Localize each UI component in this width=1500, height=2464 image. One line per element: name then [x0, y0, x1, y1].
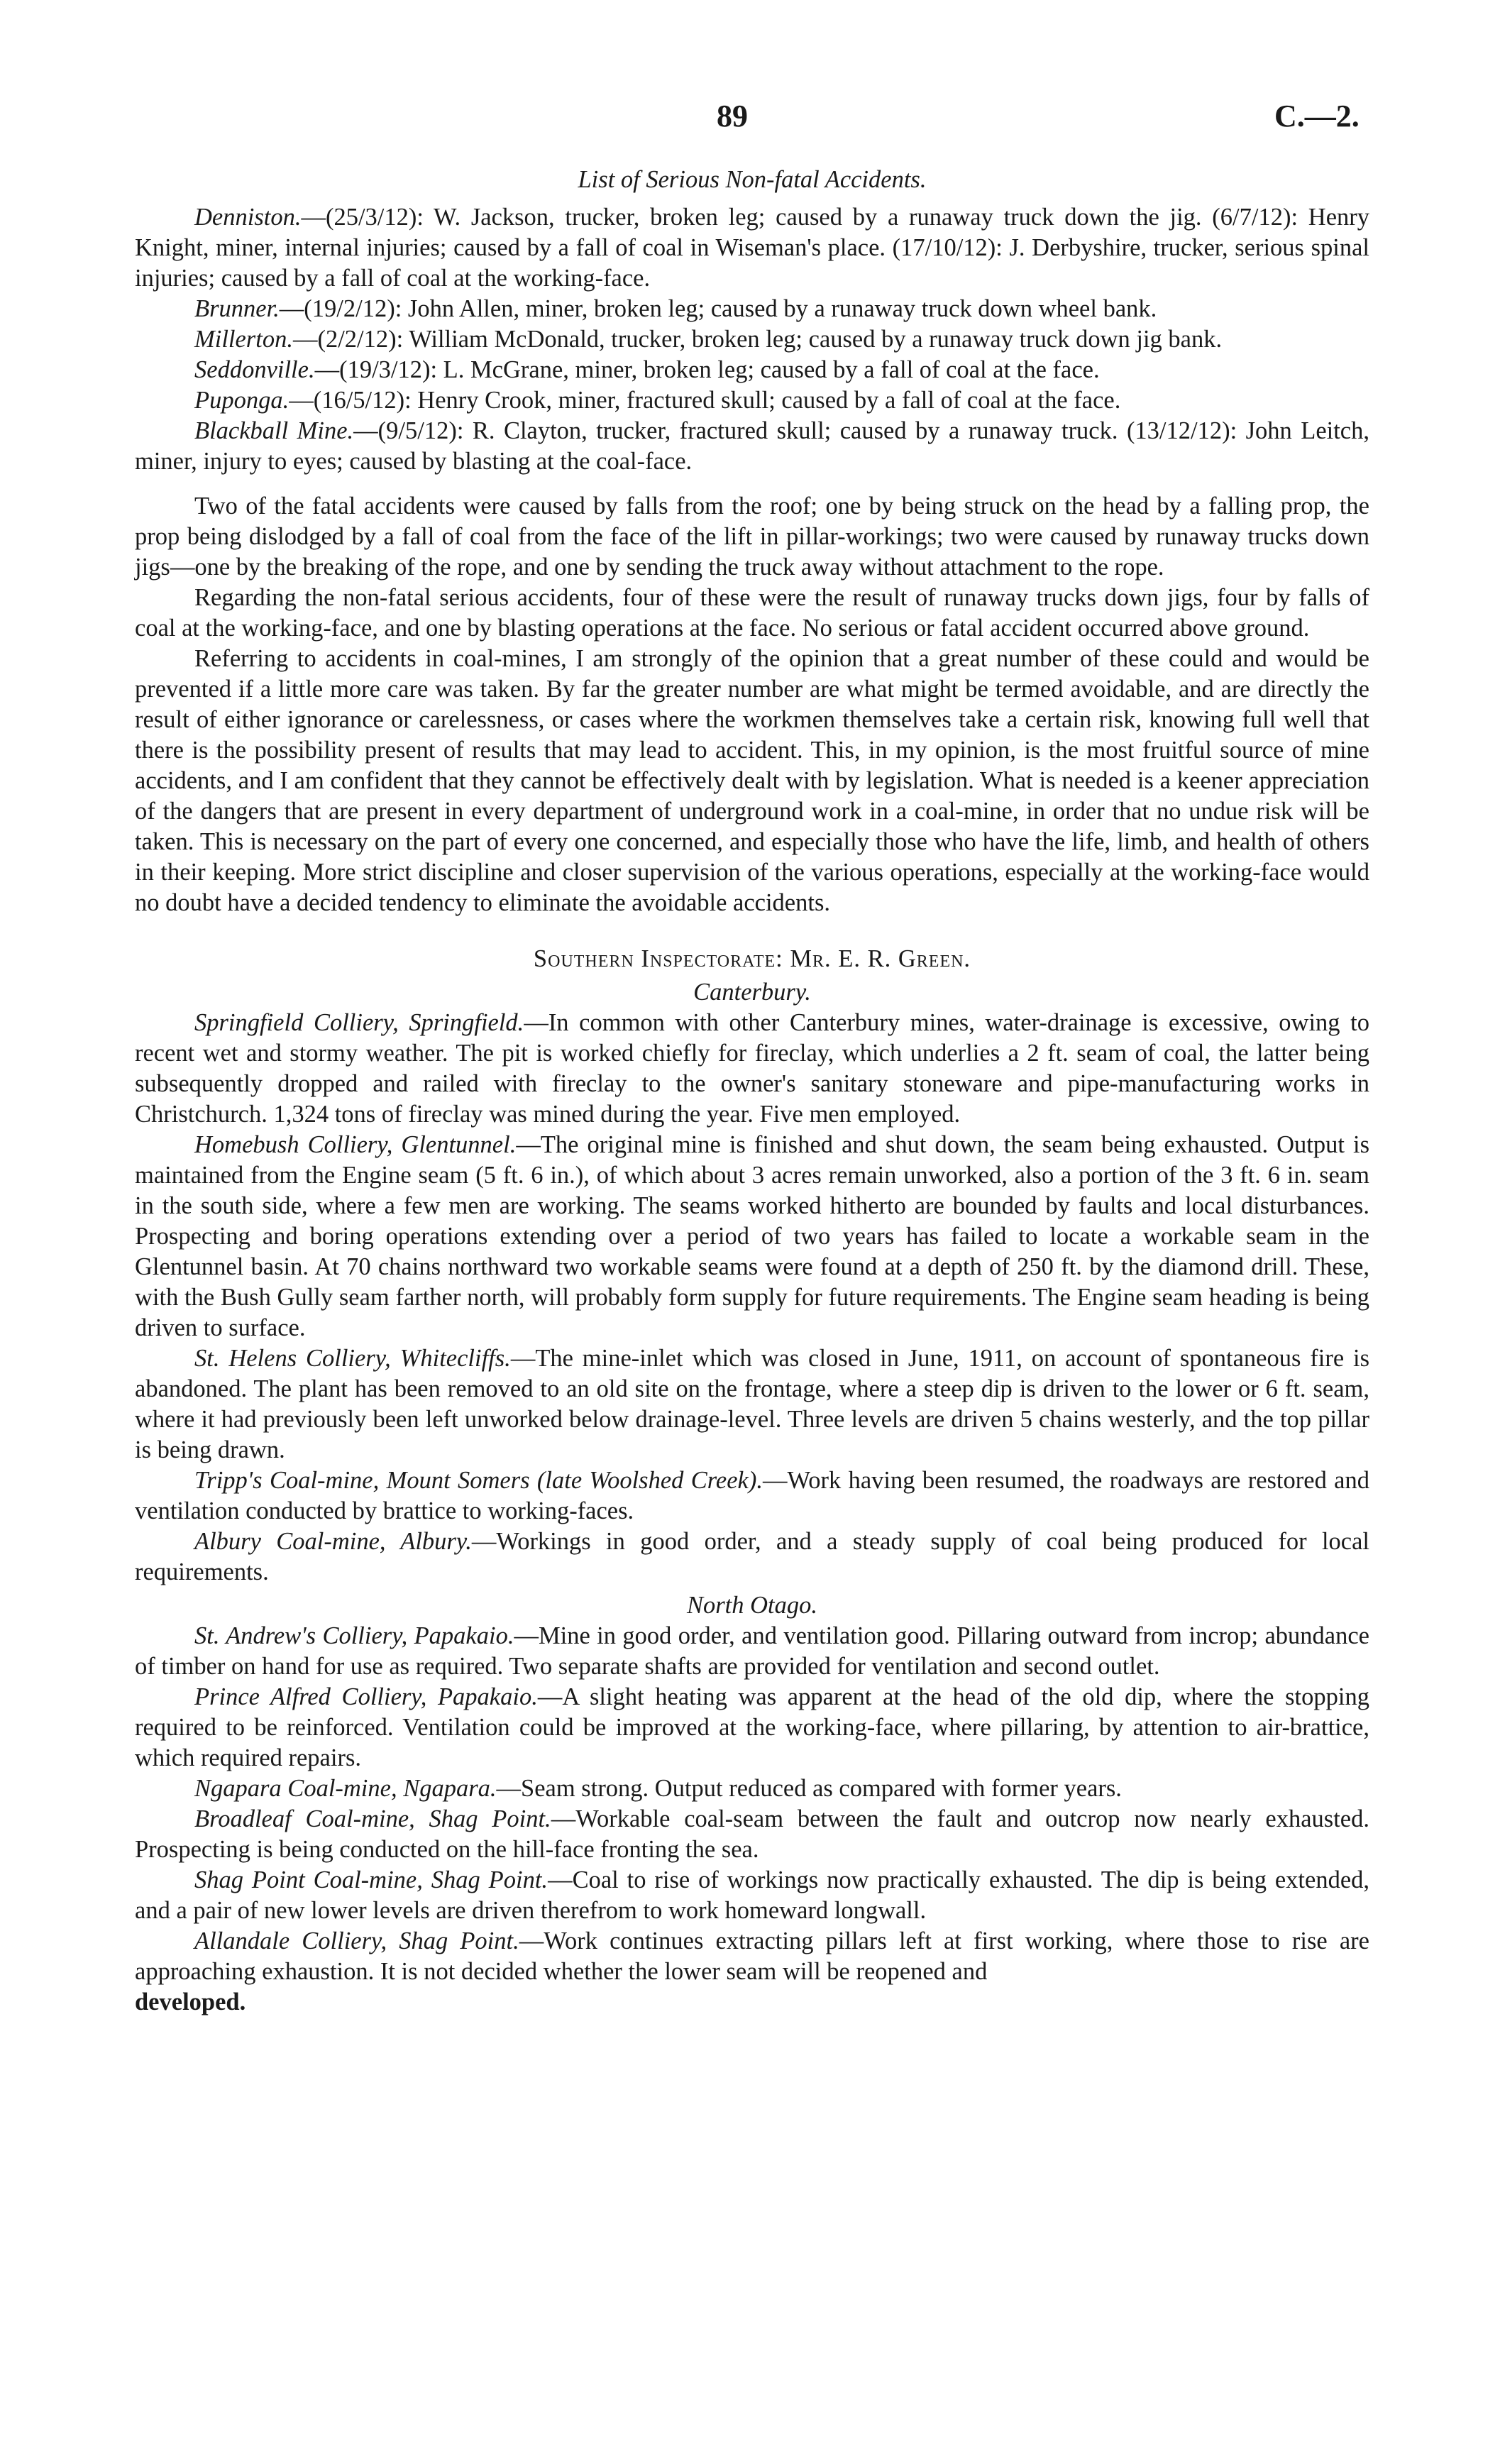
mine-name: Millerton.: [194, 326, 293, 353]
list-item: [135, 1926, 1369, 1987]
list-item: [135, 1865, 1369, 1926]
document-reference: C.—2.: [1274, 99, 1360, 133]
list-item: [135, 324, 1369, 355]
list-item: [135, 1621, 1369, 1682]
entry-text: —Work continues extracting pillars left at first working, where those to rise are approaching exhaustion. It is not decided whether the lower seam will be reopened and: [135, 1927, 1369, 1985]
entry-text: —(19/3/12): L. McGrane, miner, broken leg; caused by a fall of coal at the face.: [314, 356, 1100, 383]
mine-name: Puponga.: [194, 387, 289, 414]
entry-text: —Workings in good order, and a steady supply of coal being produced for local requirements.: [135, 1528, 1369, 1585]
list-item: [135, 416, 1369, 477]
list-item: [135, 1008, 1369, 1130]
mine-name: Homebush Colliery, Glentunnel.: [194, 1131, 517, 1158]
entry-text: —Coal to rise of workings now practically exhausted. The dip is being extended, and a pair of new lower levels are driven therefrom to work homeward longwall.: [135, 1866, 1370, 1924]
north-otago-mines: [135, 1621, 1369, 2018]
page-content: [135, 165, 1369, 2018]
paragraph: Two of the fatal accidents were caused by falls from the roof; one by being struck on the head by a falling prop, the prop being dislodged by a fall of coal from the face of the lift in pillar-workings; two were caused by runaway trucks down jigs—one by the breaking of the rope, and one by sending the truck away without attachment to the rope.: [135, 493, 1369, 581]
entry-text: —(25/3/12): W. Jackson, trucker, broken leg; caused by a runaway truck down the jig. (6/7/12): Henry Knight, miner, internal injuries; caused by a fall of coal in Wiseman's place. (17/10/12): J. Derbyshire, trucker, serious spinal injuries; caused by a fall of coal at the working-face.: [135, 204, 1369, 292]
discussion-block: [135, 491, 1369, 918]
page-number: 89: [717, 99, 748, 133]
mine-name: Tripp's Coal-mine, Mount Somers (late Woolshed Creek).: [194, 1467, 763, 1494]
entry-text: —The mine-inlet which was closed in June, 1911, on account of spontaneous fire is abandoned. The plant has been removed to an old site on the frontage, where a steep dip is driven to the lower or 6 ft. seam, where it had previously been left unworked below drainage-level. Three levels are driven 5 chains westerly, and the top pillar is being drawn.: [135, 1345, 1369, 1463]
entry-text: —Seam strong. Output reduced as compared with former years.: [496, 1775, 1122, 1802]
mine-name: Albury Coal-mine, Albury.: [194, 1528, 472, 1555]
list-item: [135, 385, 1369, 416]
list-item: [135, 1682, 1369, 1773]
mine-name: Seddonville.: [194, 356, 315, 383]
mine-name: Springfield Colliery, Springfield.: [194, 1009, 524, 1036]
page-header: [0, 98, 1500, 141]
mine-name: Blackball Mine.: [194, 417, 354, 444]
entry-text: —Work having been resumed, the roadways are restored and ventilation conducted by brattice to working-faces.: [135, 1467, 1369, 1524]
district-heading-canterbury: Canterbury.: [693, 979, 811, 1006]
list-item: [135, 1804, 1369, 1865]
list-item: [135, 294, 1369, 324]
list-item: [135, 202, 1369, 294]
entry-text: —Mine in good order, and ventilation good. Pillaring outward from incrop; abundance of timber on hand for use as required. Two separate shafts are provided for ventilation and second outlet.: [135, 1622, 1369, 1680]
mine-name: Ngapara Coal-mine, Ngapara.: [194, 1775, 497, 1802]
mine-name: Allandale Colliery, Shag Point.: [194, 1927, 519, 1954]
mine-name: Brunner.: [194, 295, 280, 322]
entry-text: —Workable coal-seam between the fault and outcrop now nearly exhausted. Prospecting is being conducted on the hill-face fronting the sea.: [135, 1805, 1369, 1863]
district-heading-north-otago: North Otago.: [686, 1592, 818, 1619]
list-item: [135, 1130, 1369, 1343]
mine-name: Broadleaf Coal-mine, Shag Point.: [194, 1805, 551, 1832]
list-item: [135, 355, 1369, 385]
mine-name: St. Helens Colliery, Whitecliffs.: [194, 1345, 511, 1372]
section-title: List of Serious Non-fatal Accidents.: [578, 166, 927, 193]
inspectorate-heading: Southern Inspectorate: Mr. E. R. Green.: [533, 945, 971, 972]
mine-name: Shag Point Coal-mine, Shag Point.: [194, 1866, 548, 1893]
mine-name: Prince Alfred Colliery, Papakaio.: [194, 1683, 538, 1710]
entry-text: —(16/5/12): Henry Crook, miner, fractured skull; caused by a fall of coal at the face.: [289, 387, 1121, 414]
entry-text: —(19/2/12): John Allen, miner, broken leg; caused by a runaway truck down wheel bank.: [279, 295, 1157, 322]
list-item: [135, 1773, 1369, 1804]
entry-text: —The original mine is finished and shut down, the seam being exhausted. Output is maintained from the Engine seam (5 ft. 6 in.), of which about 3 acres remain unworked, also a portion of the 3 ft. 6 in. seam in the south side, where a few men are working. The seams worked hitherto are bounded by faults and local disturbances. Prospecting and boring operations extending over a period of two years has failed to locate a workable seam in the Glentunnel basin. At 70 chains northward two workable seams were found at a depth of 250 ft. by the diamond drill. These, with the Bush Gully seam farther north, will probably form supply for future requirements. The Engine seam heading is being driven to surface.: [135, 1131, 1369, 1341]
paragraph: Regarding the non-fatal serious accidents, four of these were the result of runaway trucks down jigs, four by falls of coal at the working-face, and one by blasting operations at the face. No serious or fatal accident occurred above ground.: [135, 584, 1369, 642]
entry-text: —(2/2/12): William McDonald, trucker, broken leg; caused by a runaway truck down jig bank.: [292, 326, 1223, 353]
mine-name: Denniston.: [194, 204, 302, 231]
canterbury-mines: [135, 1008, 1369, 1588]
list-item: [135, 1465, 1369, 1527]
list-item: [135, 1527, 1369, 1588]
entry-text: —(9/5/12): R. Clayton, trucker, fractured skull; caused by a runaway truck. (13/12/12): John Leitch, miner, injury to eyes; caused by blasting at the coal-face.: [135, 417, 1369, 475]
accident-list: [135, 202, 1369, 477]
mine-name: St. Andrew's Colliery, Papakaio.: [194, 1622, 514, 1649]
final-word: developed.: [135, 1989, 246, 2015]
list-item: [135, 1343, 1369, 1465]
paragraph: Referring to accidents in coal-mines, I am strongly of the opinion that a great number of these could and would be prevented if a little more care was taken. By far the greater number are what might be termed avoidable, and are directly the result of either ignorance or carelessness, or cases where the workmen themselves take a certain risk, knowing full well that there is the possibility present of results that may lead to accident. This, in my opinion, is the most fruitful source of mine accidents, and I am confident that they cannot be effectively dealt with by legislation. What is needed is a keener appreciation of the dangers that are present in every department of underground work in a coal-mine, in order that no undue risk will be taken. This is necessary on the part of every one concerned, and especially those who have the life, limb, and health of others in their keeping. More strict discipline and closer supervision of the various operations, especially at the working-face would no doubt have a decided tendency to eliminate the avoidable accidents.: [135, 645, 1369, 916]
entry-text: —A slight heating was apparent at the head of the old dip, where the stopping required to be reinforced. Ventilation could be improved at the working-face, where pillaring, by attention to air-brattice, which required repairs.: [135, 1683, 1369, 1771]
entry-text: —In common with other Canterbury mines, water-drainage is excessive, owing to recent wet and stormy weather. The pit is worked chiefly for fireclay, which underlies a 2 ft. seam of coal, the latter being subsequently dropped and railed with fireclay to the owner's sanitary stoneware and pipe-manufacturing works in Christchurch. 1,324 tons of fireclay was mined during the year. Five men employed.: [135, 1009, 1369, 1128]
